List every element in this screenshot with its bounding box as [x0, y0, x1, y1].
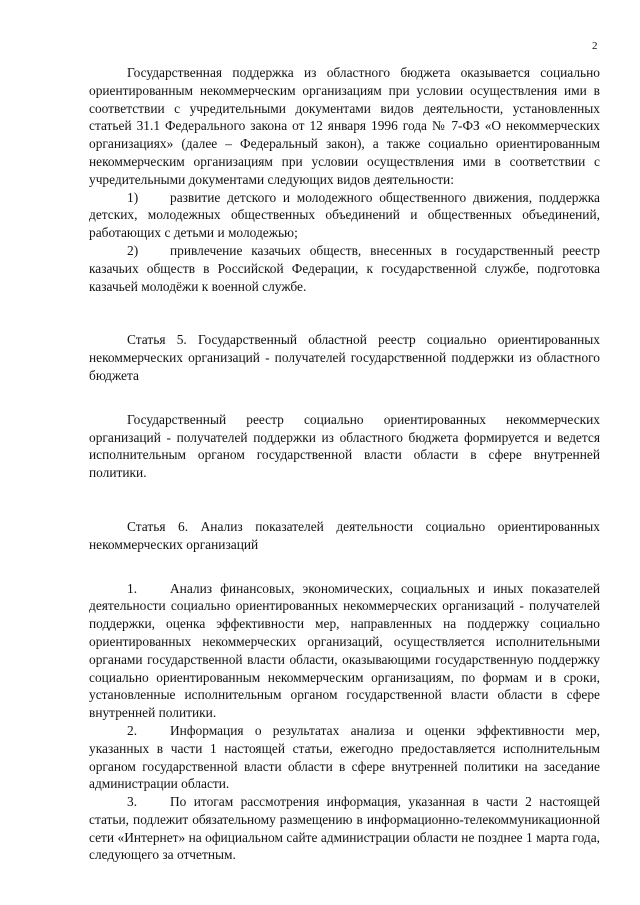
list-item-number: 2): [127, 242, 139, 258]
list-item-number: 1.: [127, 580, 138, 596]
list-item-number: 1): [127, 189, 139, 205]
intro-list-item: [89, 242, 600, 295]
intro-paragraph: Государственная поддержка из областного бюджета оказывается социально ориентированным некоммерческим организациям при условии осуществления ими в соответствии с учредительными документами видов деятельности, установленных статьей 31.1 Федерального закона от 12 января 1996 года № 7-ФЗ «О некоммерческих организациях» (далее – Федеральный закон), а также социально ориентированным некоммерческим организациям при условии осуществления ими в соответствии с учредительными документами следующих видов деятельности:: [89, 65, 600, 187]
page-number: 2: [592, 40, 598, 52]
list-item-text: Анализ финансовых, экономических, социальных и иных показателей деятельности социально ориентированных некоммерческих организаций - получателей поддержки, оценка эффективности мер, направленных на поддержку социально ориентированных некоммерческих организаций, осуществляется исполнительными органами государственной власти области, оказывающими государственную поддержку социально ориентированным некоммерческим организациям, по формам и в сроки, установленные исполнительным органом государственной власти области в сфере внутренней политики.: [89, 580, 600, 721]
list-item-text: развитие детского и молодежного общественного движения, поддержка детских, молодежных общественных объединений и общественных объединений, работающих с детьми и молодежью;: [89, 189, 600, 241]
article-6-item: [89, 722, 600, 793]
article-6-item: [89, 793, 600, 864]
list-item-text: привлечение казачьих обществ, внесенных в государственный реестр казачьих обществ в Российской Федерации, к государственной службе, подготовка казачьей молодёжи к военной службе.: [89, 242, 600, 294]
document-body: [89, 64, 600, 864]
intro-list-item: [89, 189, 600, 242]
article-5-heading: Статья 5. Государственный областной реестр социально ориентированных некоммерческих организаций - получателей государственной поддержки из областного бюджета: [89, 332, 600, 383]
article-6-heading: Статья 6. Анализ показателей деятельности социально ориентированных некоммерческих организаций: [89, 518, 600, 552]
list-item-text: По итогам рассмотрения информация, указанная в части 2 настоящей статьи, подлежит обязательному размещению в информационно-телекоммуникационной сети «Интернет» на официальном сайте администрации области не позднее 1 марта года, следующего за отчетным.: [89, 794, 600, 863]
article-5-text: Государственный реестр социально ориентированных некоммерческих организаций - получателей поддержки из областного бюджета формируется и ведется исполнительным органом государственной власти области в сфере внутренней политики.: [89, 411, 600, 481]
list-item-text: Информация о результатах анализа и оценки эффективности мер, указанных в части 1 настоящей статьи, ежегодно предоставляется исполнительным органом государственной власти области в сфере внутренней политики на заседание администрации области.: [89, 722, 600, 792]
article-6-item: [89, 580, 600, 722]
list-item-number: 3.: [127, 794, 138, 810]
list-item-number: 2.: [127, 722, 138, 738]
